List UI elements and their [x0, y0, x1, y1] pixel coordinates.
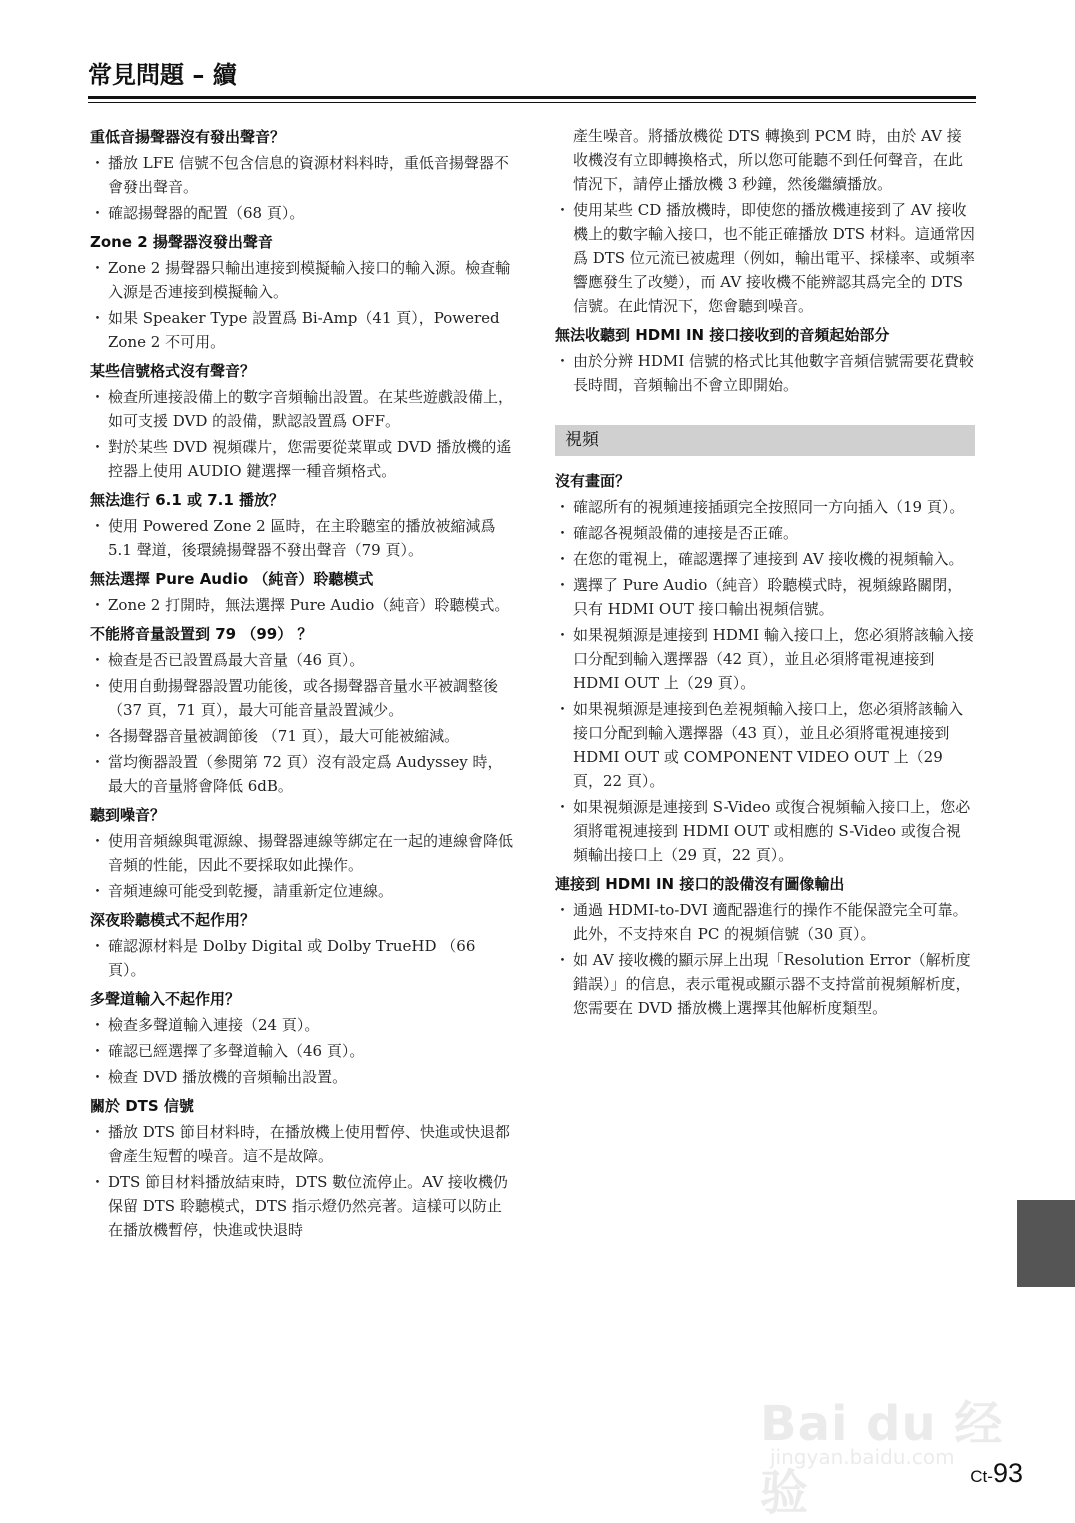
list-item: ・ 使用自動揚聲器設置功能後，或各揚聲器音量水平被調整後（37 頁，71 頁），最大可能音量設置減少。	[90, 674, 514, 722]
list-item: ・ 如果視頻源是連接到色差視頻輸入接口上，您必須將該輸入接口分配到輸入選擇器（43 頁），並且必須將電視連接到 HDMI OUT 或 COMPONENT VIDEO OUT 上（29 頁，22 頁）。	[555, 697, 975, 793]
list-item: ・ 使用某些 CD 播放機時，即使您的播放機連接到了 AV 接收機上的數字輸入接口，也不能正確播放 DTS 材料。這通常因爲 DTS 位元流已被處理（例如，輸出電平、採樣率、或頻率響應發生了改變），而 AV 接收機不能辨認其爲完全的 DTS 信號。在此情況下，您會聽到噪音。	[555, 198, 975, 318]
question-heading: 重低音揚聲器沒有發出聲音？	[90, 128, 286, 146]
left-column	[90, 120, 514, 1244]
list-item: ・ 檢查 DVD 播放機的音頻輸出設置。	[90, 1065, 514, 1089]
header-rule-thin	[88, 102, 976, 103]
question-heading: 無法進行 6.1 或 7.1 播放？	[90, 491, 285, 509]
list-item: ・ 播放 DTS 節目材料時，在播放機上使用暫停、快進或快退都會產生短暫的噪音。這不是故障。	[90, 1120, 514, 1168]
question-heading: 不能將音量設置到 79 （99） ？	[90, 625, 313, 643]
list-item: ・ 確認揚聲器的配置（68 頁）。	[90, 201, 514, 225]
list-item: ・ 各揚聲器音量被調節後 （71 頁），最大可能被縮減。	[90, 724, 514, 748]
list-item: ・ 如 AV 接收機的顯示屏上出現「Resolution Error（解析度錯誤）」的信息，表示電視或顯示器不支持當前視頻解析度，您需要在 DVD 播放機上選擇其他解析度類型。	[555, 948, 975, 1020]
list-item: ・ 通過 HDMI-to-DVI 適配器進行的操作不能保證完全可靠。此外，不支持來自 PC 的視頻信號（30 頁）。	[555, 898, 975, 946]
section-title-video: 視頻	[555, 425, 975, 456]
header-rule-thick	[88, 96, 976, 99]
watermark-url: jingyan.baidu.com	[770, 1445, 955, 1469]
question-heading: 聽到噪音？	[90, 806, 166, 824]
page-header	[88, 58, 976, 92]
list-item: ・ 如果 Speaker Type 設置爲 Bi-Amp（41 頁），Powered Zone 2 不可用。	[90, 306, 514, 354]
question-heading: 無法收聽到 HDMI IN 接口接收到的音頻起始部分	[555, 326, 890, 344]
question-heading: 關於 DTS 信號	[90, 1097, 194, 1115]
question-heading: 無法選擇 Pure Audio （純音）聆聽模式	[90, 570, 374, 588]
watermark-logo: Bai du 经验	[760, 1396, 1004, 1521]
page-number	[970, 1458, 1023, 1489]
question-heading: 某些信號格式沒有聲音？	[90, 362, 256, 380]
list-item: ・ 檢查是否已設置爲最大音量（46 頁）。	[90, 648, 514, 672]
side-tab	[1017, 1200, 1075, 1287]
question-heading: 沒有畫面？	[555, 472, 631, 490]
question-heading: Zone 2 揚聲器沒發出聲音	[90, 233, 273, 251]
list-item: ・ 確認各視頻設備的連接是否正確。	[555, 521, 975, 545]
list-item: ・ 檢查多聲道輸入連接（24 頁）。	[90, 1013, 514, 1037]
list-item: ・ 音頻連線可能受到乾擾，請重新定位連線。	[90, 879, 514, 903]
list-item: ・ 對於某些 DVD 視頻碟片，您需要從菜單或 DVD 播放機的遙控器上使用 AUDIO 鍵選擇一種音頻格式。	[90, 435, 514, 483]
list-item: ・ 如果視頻源是連接到 S-Video 或復合視頻輸入接口上，您必須將電視連接到 HDMI OUT 或相應的 S-Video 或復合視頻輸出接口上（29 頁，22 頁）。	[555, 795, 975, 867]
list-item: ・ Zone 2 打開時，無法選擇 Pure Audio（純音）聆聽模式。	[90, 593, 514, 617]
list-item: 產生噪音。將播放機從 DTS 轉換到 PCM 時，由於 AV 接收機沒有立即轉換格式，所以您可能聽不到任何聲音，在此情況下，請停止播放機 3 秒鐘，然後繼續播放。	[573, 127, 964, 193]
list-item: ・ 使用 Powered Zone 2 區時，在主聆聽室的播放被縮減爲 5.1 聲道，後環繞揚聲器不發出聲音（79 頁）。	[90, 514, 514, 562]
right-column	[555, 124, 975, 1022]
list-item: ・ 如果視頻源是連接到 HDMI 輸入接口上，您必須將該輸入接口分配到輸入選擇器（42 頁），並且必須將電視連接到 HDMI OUT 上（29 頁）。	[555, 623, 975, 695]
list-item: ・ 播放 LFE 信號不包含信息的資源材料料時，重低音揚聲器不會發出聲音。	[90, 151, 514, 199]
list-item: ・ 檢查所連接設備上的數字音頻輸出設置。在某些遊戲設備上，如可支援 DVD 的設備，默認設置爲 OFF。	[90, 385, 514, 433]
list-item: ・ Zone 2 揚聲器只輸出連接到模擬輸入接口的輸入源。檢查輸入源是否連接到模擬輸入。	[90, 256, 514, 304]
list-item: ・ 選擇了 Pure Audio（純音）聆聽模式時，視頻線路關閉，只有 HDMI OUT 接口輸出視頻信號。	[555, 573, 975, 621]
list-item: ・ 在您的電視上，確認選擇了連接到 AV 接收機的視頻輸入。	[555, 547, 975, 571]
list-item: ・ 確認已經選擇了多聲道輸入（46 頁）。	[90, 1039, 514, 1063]
list-item: ・ 確認所有的視頻連接插頭完全按照同一方向插入（19 頁）。	[555, 495, 975, 519]
page-number-value: 93	[992, 1458, 1023, 1488]
list-item: ・ 由於分辨 HDMI 信號的格式比其他數字音頻信號需要花費較長時間，音頻輸出不會立即開始。	[555, 349, 975, 397]
list-item: ・ 確認源材料是 Dolby Digital 或 Dolby TrueHD （66 頁）。	[90, 934, 514, 982]
list-item: ・ 使用音頻線與電源線、揚聲器連線等綁定在一起的連線會降低音頻的性能，因此不要採取如此操作。	[90, 829, 514, 877]
question-heading: 連接到 HDMI IN 接口的設備沒有圖像輸出	[555, 875, 845, 893]
question-heading: 深夜聆聽模式不起作用？	[90, 911, 256, 929]
page-title: 常見問題 – 續	[88, 61, 237, 89]
list-item: ・ DTS 節目材料播放結束時，DTS 數位流停止。AV 接收機仍保留 DTS 聆聽模式，DTS 指示燈仍然亮著。這樣可以防止在播放機暫停，快進或快退時	[90, 1170, 514, 1242]
question-heading: 多聲道輸入不起作用？	[90, 990, 241, 1008]
page-number-prefix: Ct-	[970, 1467, 993, 1486]
list-item: ・ 當均衡器設置（參閱第 72 頁）沒有設定爲 Audyssey 時，最大的音量將會降低 6dB。	[90, 750, 514, 798]
